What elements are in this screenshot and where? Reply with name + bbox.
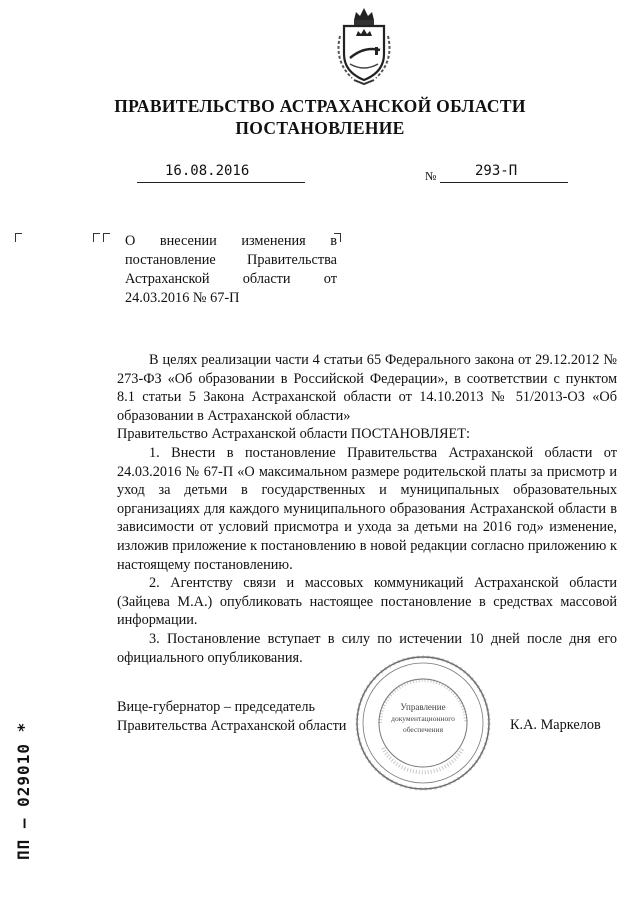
stamp-text-line2: документационного	[391, 714, 455, 723]
official-stamp	[348, 648, 498, 798]
stamp-text-line3: обеспечения	[402, 725, 444, 734]
form-serial-number: ПП – 029010 *	[14, 721, 33, 860]
corner-mark-subject-1	[93, 233, 100, 242]
item-1-paragraph: 1. Внести в постановление Правительства Астраханской области от 24.03.2016 № 67-П «О максимальном размере родительской платы за присмотр и уход за детьми в государственных и муниципальных образовательных организациях для каждого муниципального образования Астраханской области в зависимости от условий присмотра и ухода за детьми на 2016 год» изменение, изложив приложение к постановлению в новой редакции согласно приложению к настоящему постановлению.	[117, 444, 617, 573]
number-sign: №	[425, 169, 437, 183]
subject-heading: О внесении изменения в постановление Правительства Астраханской области от 24.03.2016 № 67-П	[125, 233, 337, 306]
corner-mark-subject-2	[103, 233, 110, 242]
signatory-title	[117, 698, 346, 736]
signatory-name: К.А. Маркелов	[510, 717, 601, 733]
preamble-paragraph: В целях реализации части 4 статьи 65 Федерального закона от 29.12.2012 № 273-ФЗ «Об образовании в Российской Федерации», в соответствии с пунктом 8.1 статьи 5 Закона Астраханской области от 14.10.2013 № 51/2013-ОЗ «Об образовании в Астраханской области»	[117, 352, 617, 424]
government-title: ПРАВИТЕЛЬСТВО АСТРАХАНСКОЙ ОБЛАСТИ	[114, 96, 526, 116]
stamp-seal-graphic	[348, 648, 498, 798]
item-3-paragraph: 3. Постановление вступает в силу по истечении 10 дней после дня его официального опубликования.	[117, 630, 617, 666]
document-date: 16.08.2016	[165, 163, 250, 179]
resolution-body	[117, 351, 617, 667]
number-underline	[440, 182, 568, 183]
document-type-title: ПОСТАНОВЛЕНИЕ	[235, 118, 405, 138]
signatory-title-line1: Вице-губернатор – председатель	[117, 699, 316, 715]
stamp-text-line1: Управление	[400, 702, 446, 712]
signatory-title-line2: Правительства Астраханской области	[117, 718, 347, 734]
astrakhan-coat-of-arms-emblem	[330, 6, 398, 86]
date-underline	[137, 182, 305, 183]
resolves-line: Правительство Астраханской области ПОСТАНОВЛЯЕТ:	[117, 426, 470, 443]
document-number: 293-П	[475, 163, 518, 179]
item-2-paragraph: 2. Агентству связи и массовых коммуникаций Астраханской области (Зайцева М.А.) опубликовать настоящее постановление в средствах массовой информации.	[117, 575, 617, 629]
corner-mark-left	[15, 233, 22, 242]
